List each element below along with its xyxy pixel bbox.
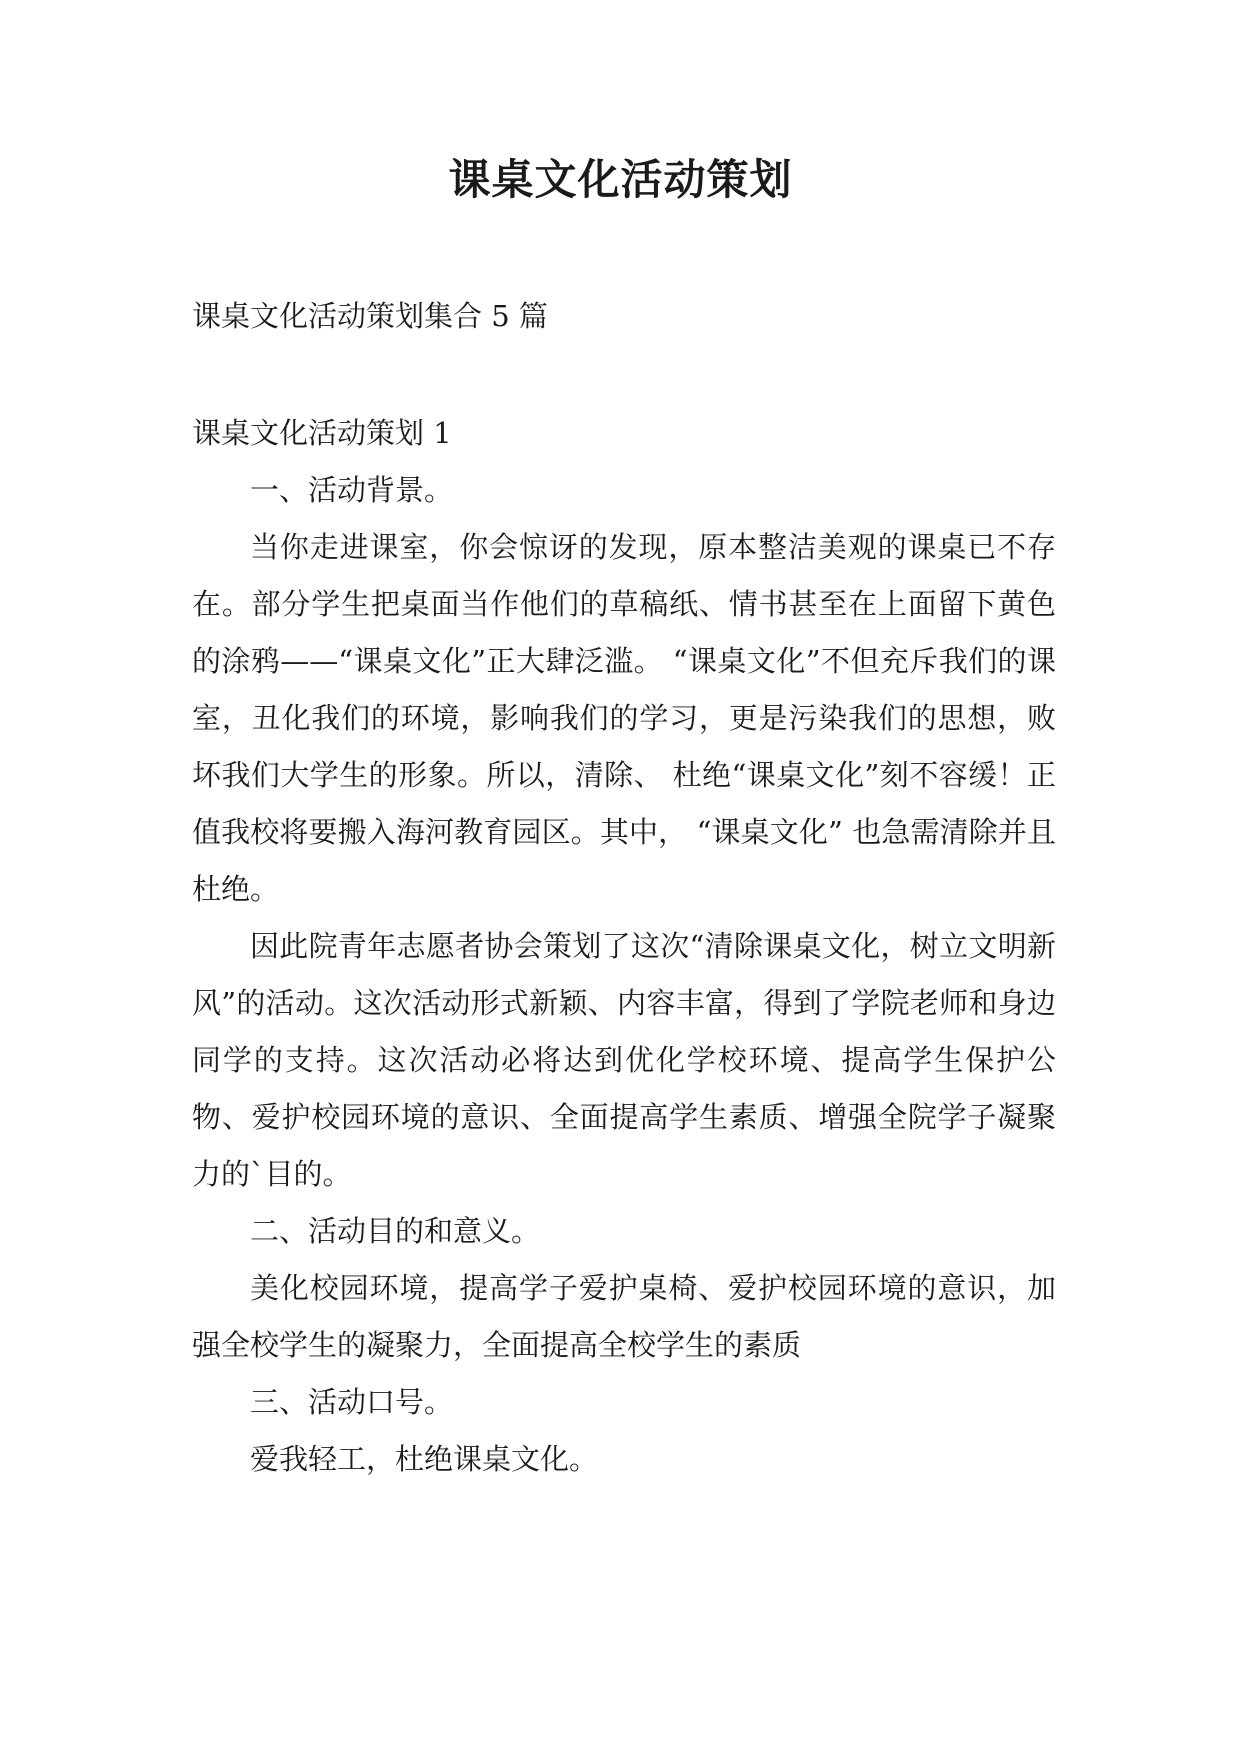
document-title: 课桌文化活动策划 [448,155,793,204]
paragraph-slogan: 爱我轻工，杜绝课桌文化。 [250,1442,599,1476]
heading-background: 一、活动背景。 [250,473,454,507]
paragraph-background-2: 因此院青年志愿者协会策划了这次“清除课桌文化，树立文明新风”的活动。这次活动形式新颖、内容丰富，得到了学院老师和身边同学的支持。这次活动必将达到优化学校环境、提高学生保护公物、爱护校园环境的意识、全面提高学生素质、增强全院学子凝聚力的`目的。 [192,929,1056,1191]
paragraph-purpose: 美化校园环境，提高学子爱护桌椅、爱护校园环境的意识，加强全校学生的凝聚力，全面提高全校学生的素质 [192,1271,1056,1362]
section-1 [192,405,1056,1488]
heading-slogan: 三、活动口号。 [250,1385,454,1419]
section-heading: 课桌文化活动策划 1 [192,416,452,450]
heading-purpose: 二、活动目的和意义。 [250,1214,541,1248]
paragraph-background-1: 当你走进课室，你会惊讶的发现，原本整洁美观的课桌已不存在。部分学生把桌面当作他们的草稿纸、情书甚至在上面留下黄色的涂鸦——“课桌文化”正大肆泛滥。 “课桌文化”不但充斥我们的课室，丑化我们的环境，影响我们的学习，更是污染我们的思想，败坏我们大学生的形象。所以，清除、 杜绝“课桌文化”刻不容缓！正值我校将要搬入海河教育园区。其中， “课桌文化” 也急需清除并且杜绝。 [192,530,1056,906]
document-subtitle: 课桌文化活动策划集合 5 篇 [192,299,548,333]
